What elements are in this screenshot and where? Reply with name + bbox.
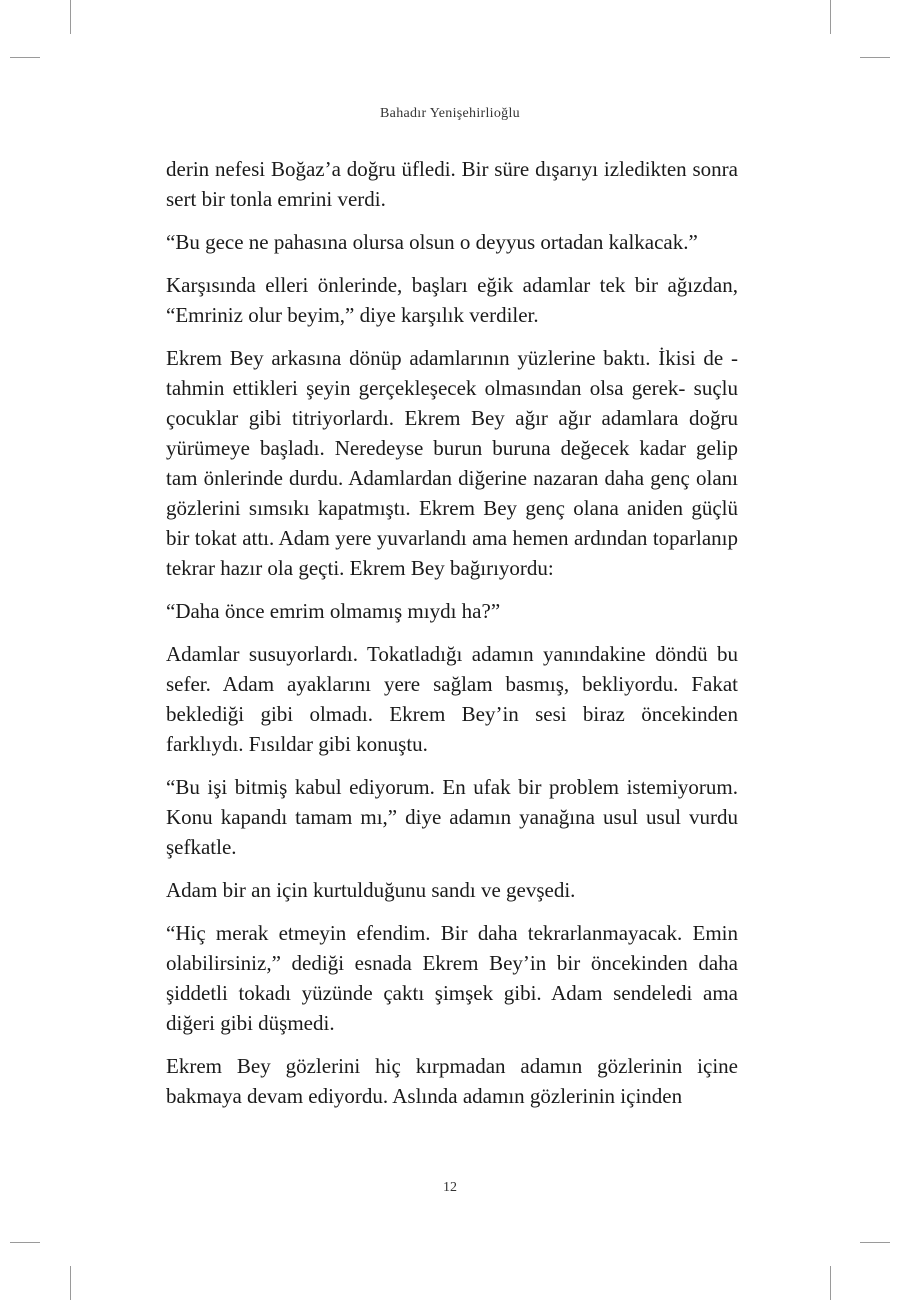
- paragraph: “Hiç merak etmeyin efendim. Bir daha tekrarlanmayacak. Emin olabilirsiniz,” dediği esnada Ekrem Bey’in bir öncekinden daha şiddetli tokadı yüzünde çaktı şimşek gibi. Adam sendeledi ama diğeri gibi düşmedi.: [166, 921, 738, 1035]
- paragraph: Ekrem Bey arkasına dönüp adamlarının yüzlerine baktı. İkisi de -tahmin ettikleri şeyin gerçekleşecek olmasından olsa gerek- suçlu çocuklar gibi titriyorlardı. Ekrem Bey ağır ağır adamlara doğru yürümeye başladı. Neredeyse burun buruna değecek kadar gelip tam önlerinde durdu. Adamlardan diğerine nazaran daha genç olanı gözlerini sımsıkı kapatmıştı. Ekrem Bey genç olana aniden güçlü bir tokat attı. Adam yere yuvarlandı ama hemen ardından toparlanıp tekrar hazır ola geçti. Ekrem Bey bağırıyordu:: [166, 346, 738, 580]
- paragraph: Adamlar susuyorlardı. Tokatladığı adamın yanındakine döndü bu sefer. Adam ayaklarını yere sağlam basmış, bekliyordu. Fakat beklediği gibi olmadı. Ekrem Bey’in sesi biraz öncekinden farklıydı. Fısıldar gibi konuştu.: [166, 642, 738, 756]
- paragraph: Adam bir an için kurtulduğunu sandı ve gevşedi.: [166, 878, 576, 902]
- paragraph: Ekrem Bey gözlerini hiç kırpmadan adamın gözlerinin içine bakmaya devam ediyordu. Aslında adamın gözlerinin içinden: [166, 1054, 738, 1108]
- paragraph: “Bu işi bitmiş kabul ediyorum. En ufak bir problem istemiyorum. Konu kapandı tamam mı,” diye adamın yanağına usul usul vurdu şefkatle.: [166, 775, 738, 859]
- crop-mark-right-lower: [860, 1242, 890, 1243]
- running-head-author: Bahadır Yenişehirlioğlu: [380, 106, 520, 121]
- crop-mark-bottom-right: [830, 1266, 831, 1300]
- crop-mark-bottom-left: [70, 1266, 71, 1300]
- body-text: [166, 154, 738, 1124]
- paragraph: “Daha önce emrim olmamış mıydı ha?”: [166, 599, 501, 623]
- paragraph: “Bu gece ne pahasına olursa olsun o deyyus ortadan kalkacak.”: [166, 230, 698, 254]
- crop-mark-left-upper: [10, 57, 40, 58]
- crop-mark-top-left: [70, 0, 71, 34]
- page-number: 12: [443, 1180, 457, 1195]
- paragraph: Karşısında elleri önlerinde, başları eğik adamlar tek bir ağızdan, “Emriniz olur beyim,” diye karşılık verdiler.: [166, 273, 738, 327]
- crop-mark-left-lower: [10, 1242, 40, 1243]
- crop-mark-top-right: [830, 0, 831, 34]
- paragraph: derin nefesi Boğaz’a doğru üfledi. Bir süre dışarıyı izledikten sonra sert bir tonla emrini verdi.: [166, 157, 738, 211]
- crop-mark-right-upper: [860, 57, 890, 58]
